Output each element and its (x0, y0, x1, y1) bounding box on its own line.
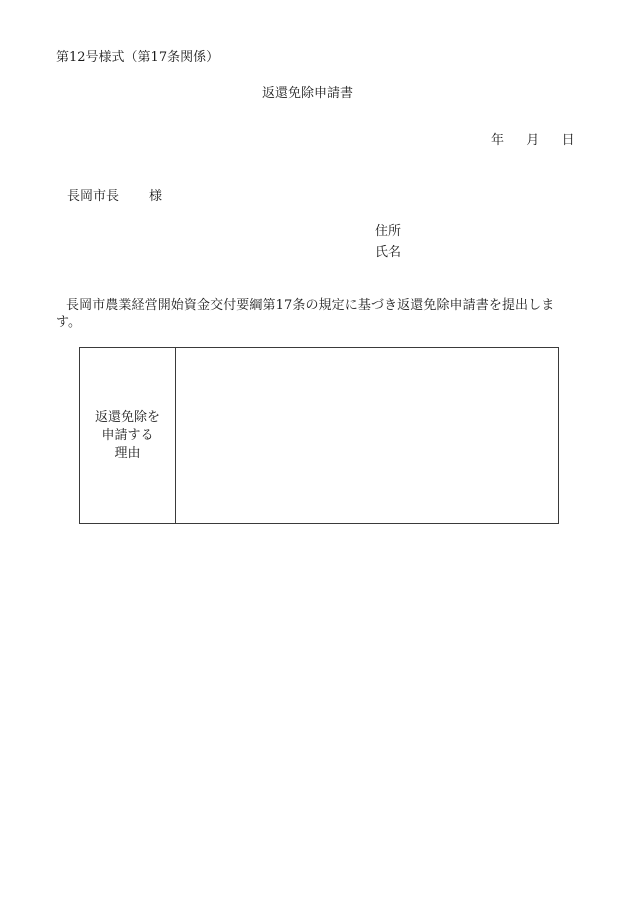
date-line (491, 133, 575, 149)
reason-label (95, 409, 160, 463)
addressee: 長岡市長 (67, 189, 120, 204)
name-label: 氏名 (375, 245, 402, 260)
reason-label-line: 返還免除を (94, 409, 160, 425)
reason-entry-cell[interactable] (176, 348, 558, 523)
document-title: 返還免除申請書 (262, 86, 354, 101)
date-day-label: 日 (561, 133, 575, 148)
reason-label-cell (80, 348, 176, 523)
date-year-label: 年 (491, 133, 505, 148)
body-text: 長岡市農業経営開始資金交付要綱第17条の規定に基づき返還免除申請書を提出します。 (56, 298, 555, 330)
date-month-label: 月 (526, 133, 540, 148)
form-number: 第12号様式（第17条関係） (56, 50, 220, 65)
reason-label-line: 理由 (114, 445, 141, 461)
address-label: 住所 (375, 224, 402, 239)
reason-table (79, 347, 559, 524)
reason-label-line: 申請する (101, 427, 154, 443)
honorific: 様 (149, 189, 163, 204)
